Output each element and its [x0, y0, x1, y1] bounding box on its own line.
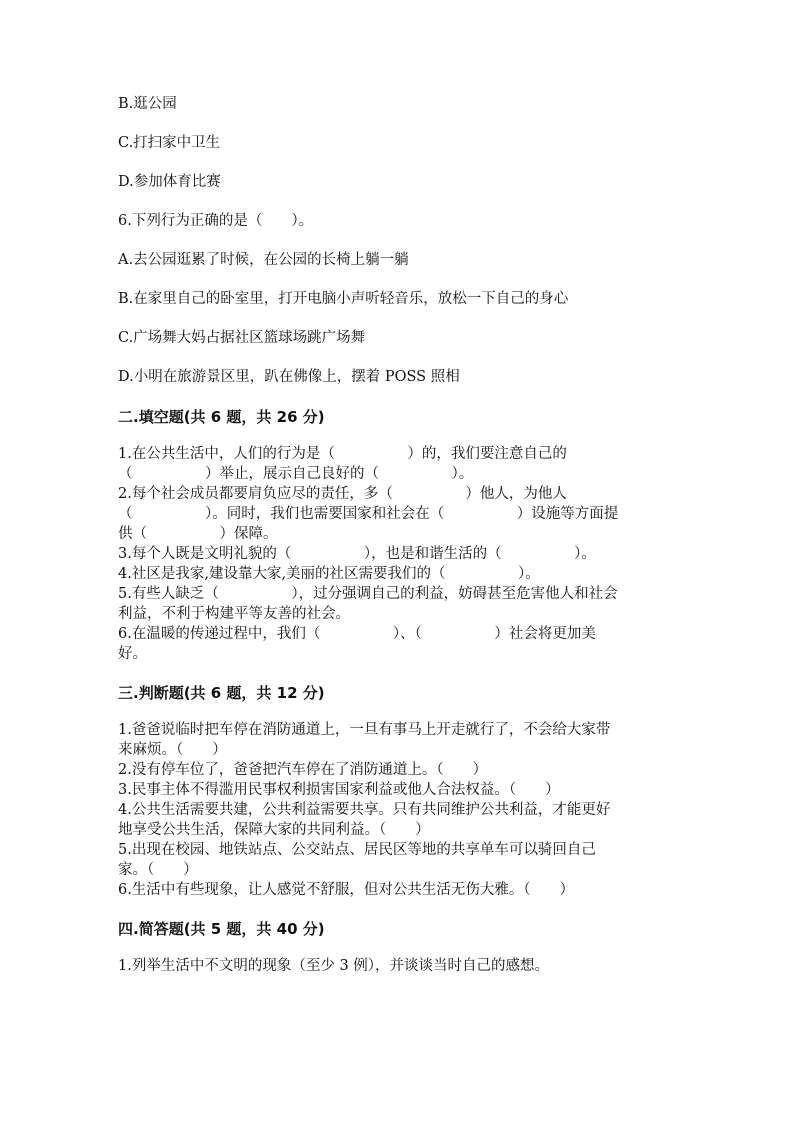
- fill-line: 6.在温暖的传递过程中，我们（ ）、（ ）社会将更加美: [118, 626, 596, 642]
- option-d: D.小明在旅游景区里，趴在佛像上，摆着 POSS 照相: [118, 369, 460, 385]
- fill-line: 3.每个人既是文明礼貌的（ ），也是和谐生活的（ ）。: [118, 546, 596, 562]
- fill-line: 利益，不利于构建平等友善的社会。: [118, 606, 350, 622]
- option-b: B.逛公园: [118, 96, 177, 112]
- choice-q6: [118, 211, 684, 387]
- option-c: C.广场舞大妈占据社区篮球场跳广场舞: [118, 330, 366, 346]
- option-a: A.去公园逛累了时候，在公园的长椅上躺一躺: [118, 252, 409, 268]
- judge-line: 2.没有停车位了，爸爸把汽车停在了消防通道上。（ ）: [118, 762, 488, 778]
- fill-line: 好。: [118, 646, 147, 662]
- option-c: C.打扫家中卫生: [118, 135, 221, 151]
- fill-questions: [118, 444, 684, 664]
- fill-line: 供（ ）保障。: [118, 526, 278, 542]
- judge-questions: [118, 720, 684, 900]
- choice-q5-options: [118, 94, 684, 192]
- answer-questions: [118, 956, 684, 976]
- fill-line: 1.在公共生活中，人们的行为是（ ）的，我们要注意自己的: [118, 446, 567, 462]
- fill-line: 2.每个社会成员都要肩负应尽的责任，多（ ）他人，为他人: [118, 486, 567, 502]
- judge-line: 来麻烦。（ ）: [118, 742, 227, 758]
- fill-line: （ ）。同时，我们也需要国家和社会在（ ）设施等方面提: [118, 506, 619, 522]
- option-b: B.在家里自己的卧室里，打开电脑小声听轻音乐，放松一下自己的身心: [118, 291, 569, 307]
- section-title-answer: 四.简答题(共 5 题，共 40 分): [118, 920, 325, 938]
- fill-line: 5.有些人缺乏（ ），过分强调自己的利益，妨碍甚至危害他人和社会: [118, 586, 618, 602]
- judge-line: 1.爸爸说临时把车停在消防通道上，一旦有事马上开走就行了，不会给大家带: [118, 722, 611, 738]
- section-title-judge: 三.判断题(共 6 题，共 12 分): [118, 684, 325, 702]
- judge-line: 5.出现在校园、地铁站点、公交站点、居民区等地的共享单车可以骑回自己: [118, 842, 596, 858]
- answer-line: 1.列举生活中不文明的现象（至少 3 例），并谈谈当时自己的感想。: [118, 958, 550, 974]
- option-d: D.参加体育比赛: [118, 174, 221, 190]
- fill-line: （ ）举止，展示自己良好的（ ）。: [118, 466, 474, 482]
- question-stem: 6.下列行为正确的是（ ）。: [118, 213, 314, 229]
- section-title-fill: 二.填空题(共 6 题，共 26 分): [118, 408, 325, 426]
- judge-line: 6.生活中有些现象，让人感觉不舒服，但对公共生活无伤大雅。（ ）: [118, 882, 575, 898]
- judge-line: 地享受公共生活，保障大家的共同利益。（ ）: [118, 822, 430, 838]
- judge-line: 3.民事主体不得滥用民事权利损害国家利益或他人合法权益。（ ）: [118, 782, 560, 798]
- judge-line: 4.公共生活需要共建，公共利益需要共享。只有共同维护公共利益，才能更好: [118, 802, 611, 818]
- fill-line: 4.社区是我家,建设靠大家,美丽的社区需要我们的（ ）。: [118, 566, 540, 582]
- exam-page: [118, 94, 684, 976]
- judge-line: 家。（ ）: [118, 862, 198, 878]
